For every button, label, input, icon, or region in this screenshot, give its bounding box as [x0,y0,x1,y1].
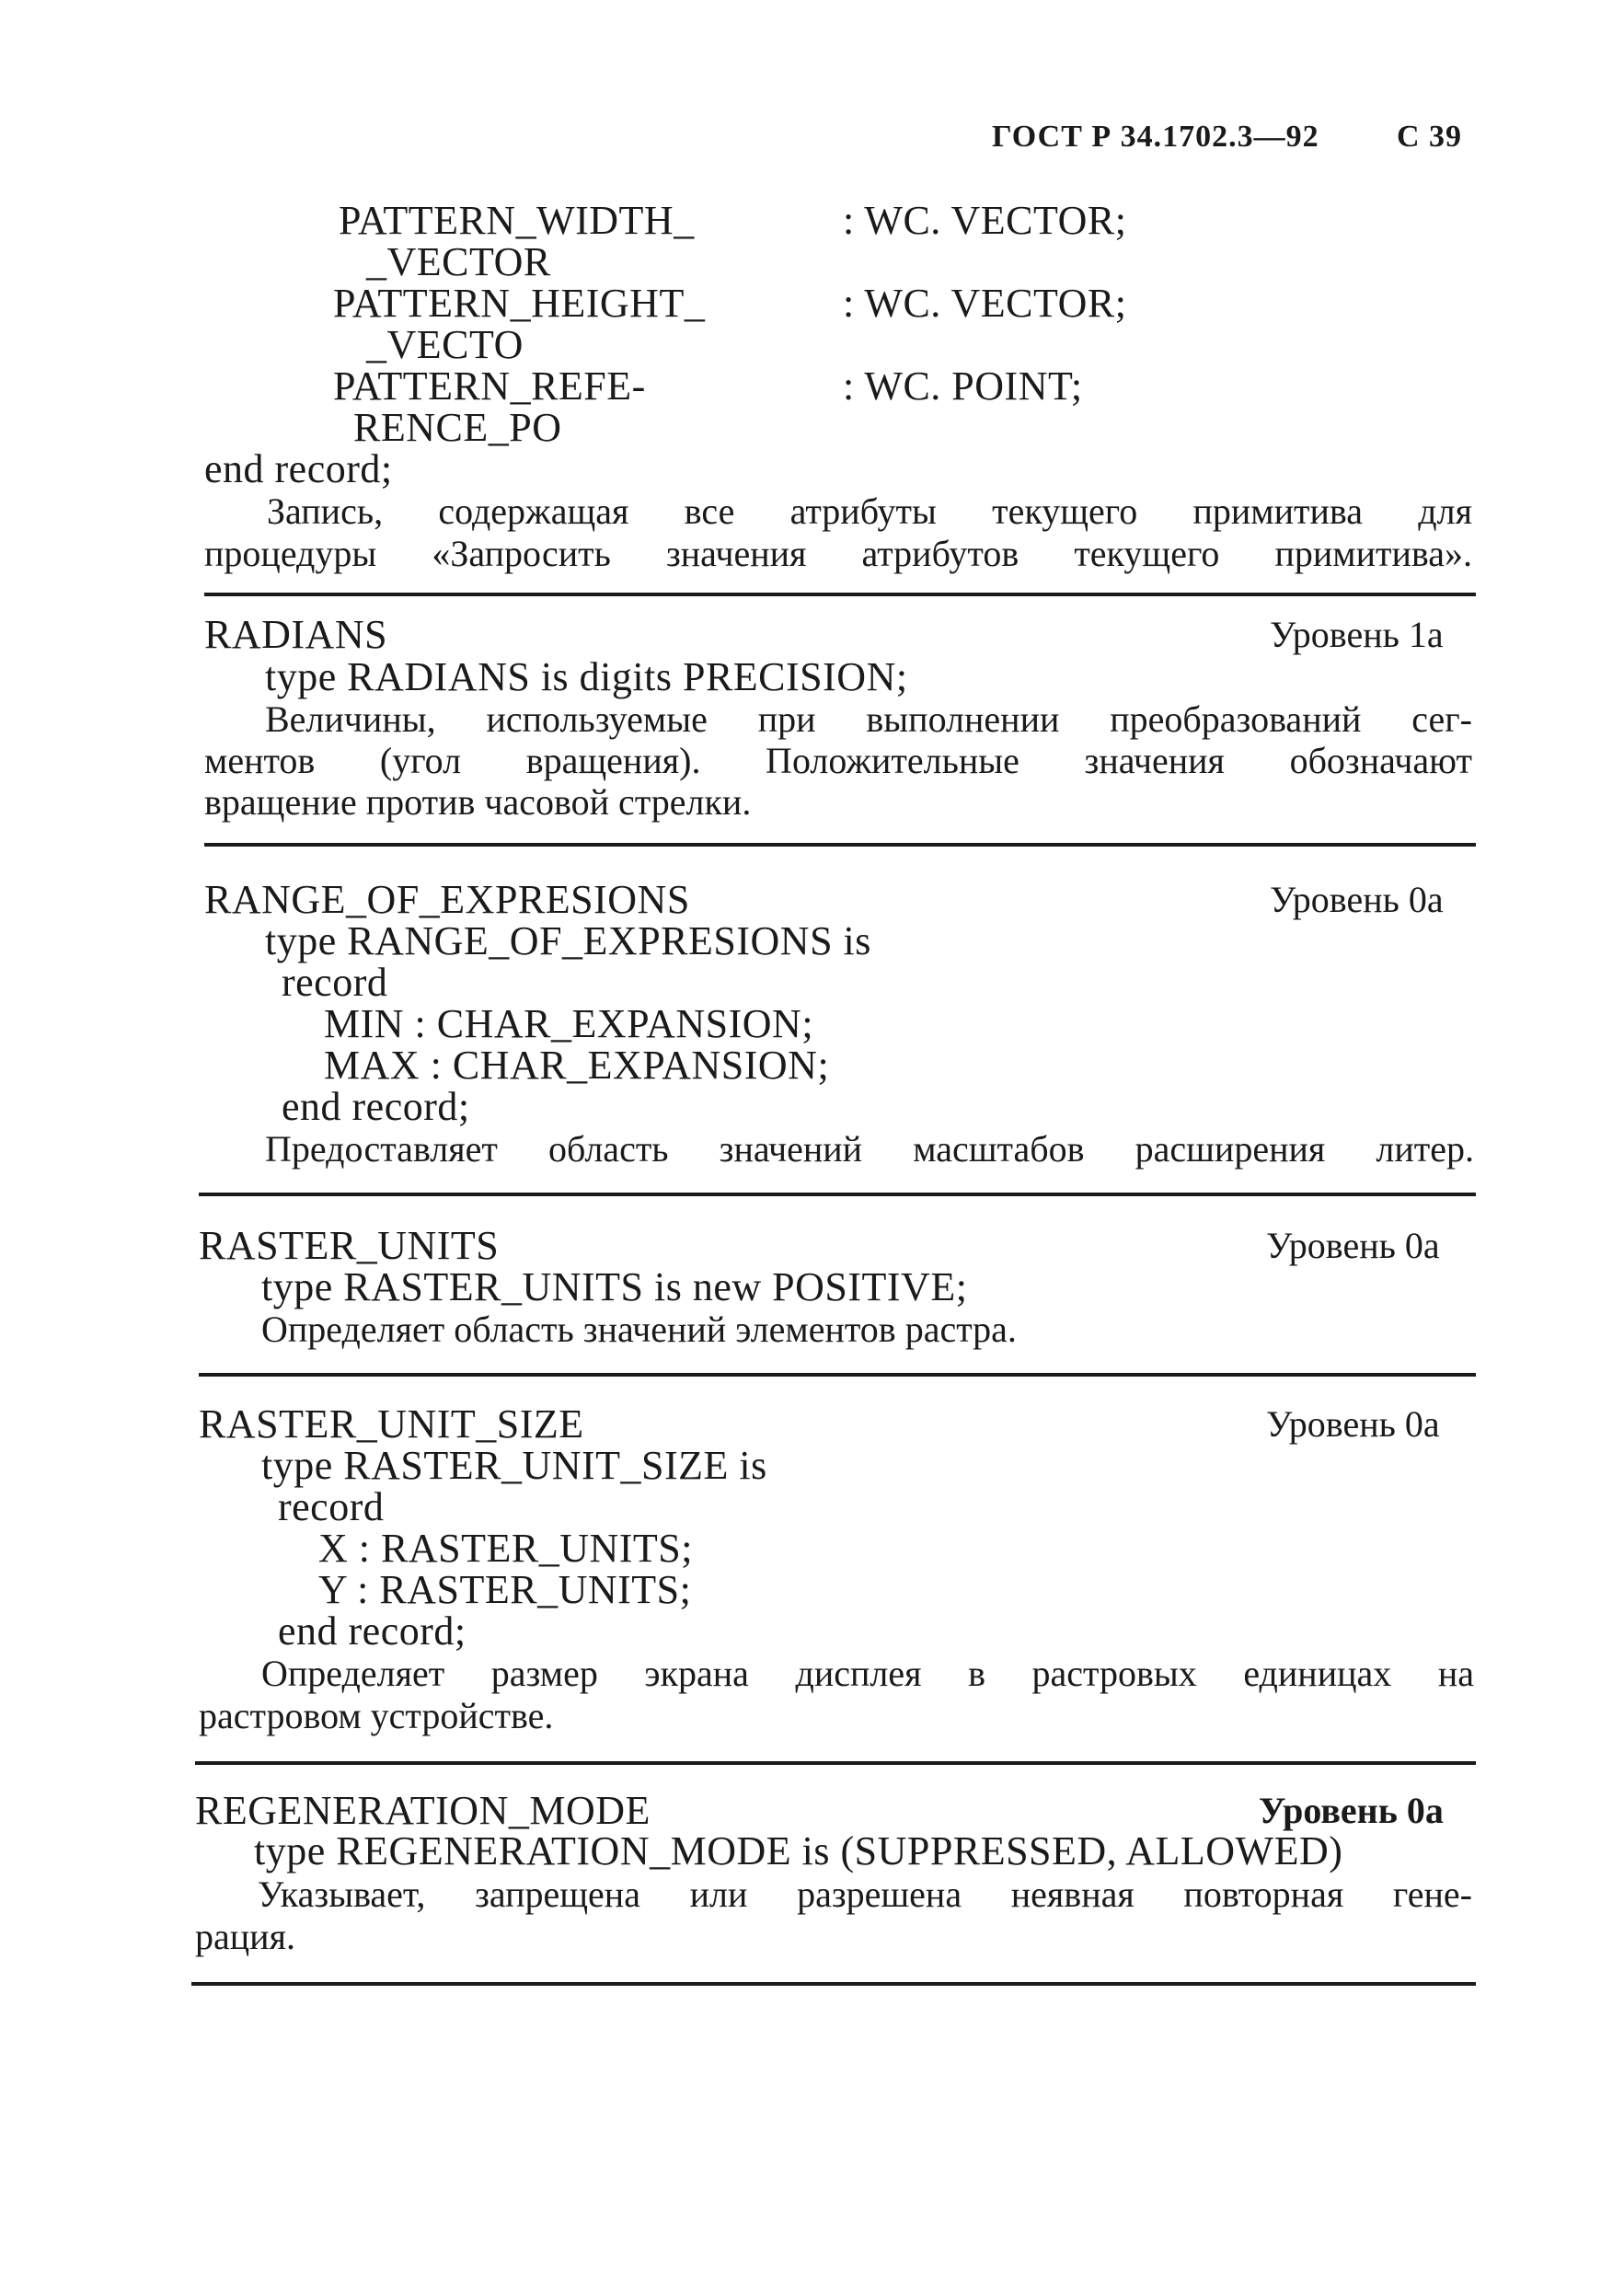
end-record: end record; [204,446,393,491]
end-record: end record; [282,1084,470,1129]
field-name-line1: PATTERN_WIDTH_ [339,198,695,243]
level-label: Уровень 0a [1259,1790,1444,1831]
type-name: REGENERATION_MODE [195,1788,651,1833]
field-name-line2: _VECTOR [366,239,551,284]
section-divider [191,1982,1476,1986]
field-type: : WC. VECTOR; [843,198,1127,243]
type-name: RADIANS [204,612,388,657]
field-type: : WC. POINT; [843,363,1083,409]
record-field: MAX : CHAR_EXPANSION; [324,1043,830,1088]
description-line: Определяет область значений элементов растра. [261,1308,1017,1350]
pattern-description-line1: Запись, содержащая все атрибуты текущего примитива для [267,490,1472,532]
record-keyword: record [282,960,388,1005]
description-line: растровом устройстве. [199,1695,554,1736]
pattern-description-line2: процедуры «Запросить значения атрибутов текущего примитива». [204,533,1472,574]
record-keyword: record [278,1484,385,1529]
type-declaration: type RASTER_UNIT_SIZE is [261,1443,767,1488]
record-field: X : RASTER_UNITS; [318,1526,693,1571]
section-divider [199,1373,1476,1377]
record-field: MIN : CHAR_EXPANSION; [324,1001,814,1046]
description-line: Определяет размер экрана дисплея в растровых единицах на [261,1653,1474,1694]
type-declaration: type RADIANS is digits PRECISION; [265,654,908,699]
page-number: С 39 [1397,120,1463,154]
type-name: RANGE_OF_EXPRESIONS [204,877,690,922]
end-record: end record; [278,1608,466,1654]
description-line: Указывает, запрещена или разрешена неявная повторная гене- [258,1873,1472,1915]
section-divider [195,1761,1476,1765]
type-name: RASTER_UNITS [199,1223,500,1268]
section-divider [204,593,1476,596]
field-name-line1: PATTERN_REFE- [333,363,646,409]
type-declaration: type REGENERATION_MODE is (SUPPRESSED, ALLOWED) [254,1828,1343,1873]
level-label: Уровень 0a [1266,1403,1440,1445]
type-declaration: type RANGE_OF_EXPRESIONS is [265,918,871,963]
type-name: RASTER_UNIT_SIZE [199,1401,584,1447]
section-divider [204,843,1476,847]
description-line: рация. [195,1916,295,1957]
standard-code: ГОСТ Р 34.1702.3—92 [992,120,1319,154]
section-divider [199,1193,1476,1196]
description-line: Величины, используемые при выполнении преобразований сег- [265,698,1472,740]
description-line: Предоставляет область значений масштабов расширения литер. [265,1128,1474,1170]
description-line: вращение против часовой стрелки. [204,781,752,823]
description-line: ментов (угол вращения). Положительные значения обозначают [204,740,1472,781]
level-label: Уровень 1a [1270,614,1444,655]
field-name-line2: RENCE_PO [353,405,562,450]
field-type: : WC. VECTOR; [843,281,1127,326]
type-declaration: type RASTER_UNITS is new POSITIVE; [261,1264,968,1309]
level-label: Уровень 0a [1266,1225,1440,1266]
record-field: Y : RASTER_UNITS; [318,1567,692,1612]
field-name-line1: PATTERN_HEIGHT_ [333,281,706,326]
field-name-line2: _VECTO [366,322,524,367]
level-label: Уровень 0a [1270,879,1444,920]
